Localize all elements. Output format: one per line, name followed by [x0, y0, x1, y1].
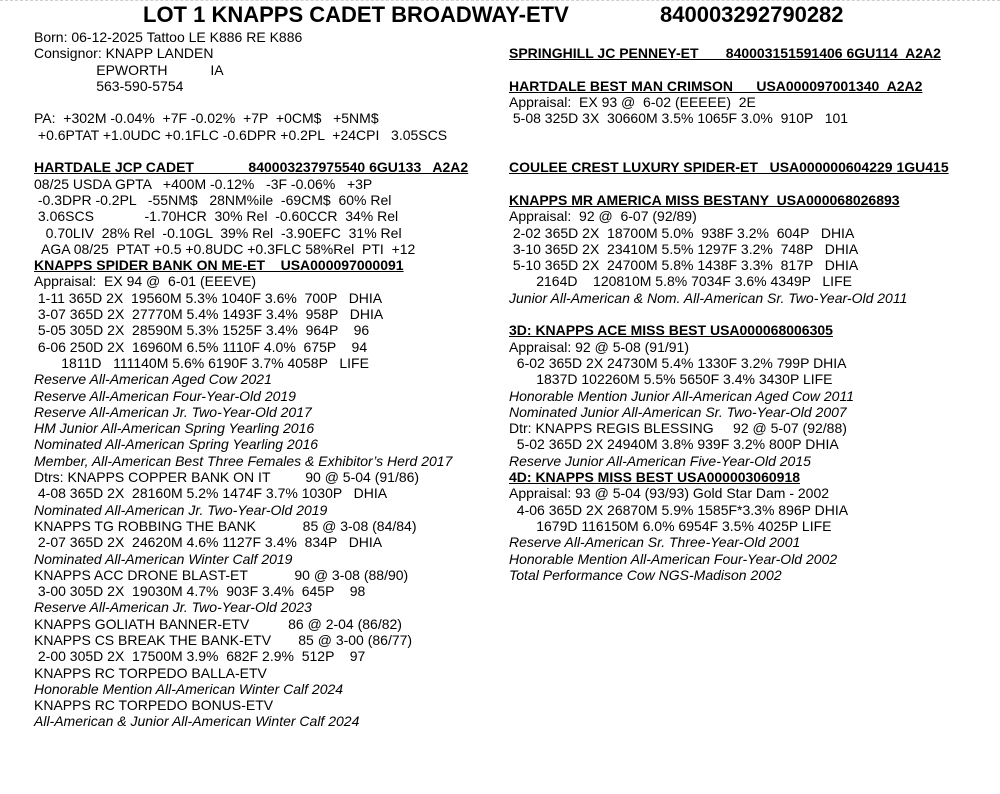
- pedigree-line: KNAPPS TG ROBBING THE BANK 85 @ 3-08 (84/84): [34, 517, 417, 534]
- pedigree-line: 5-02 365D 2X 24940M 3.8% 939F 3.2% 800P DHIA: [509, 436, 839, 453]
- pedigree-line: KNAPPS GOLIATH BANNER-ETV 86 @ 2-04 (86/82): [34, 615, 402, 632]
- award-line: Nominated All-American Winter Calf 2019: [34, 550, 293, 567]
- award-line: Reserve All-American Aged Cow 2021: [34, 371, 272, 388]
- pedigree-line: 1679D 116150M 6.0% 6954F 3.5% 4025P LIFE: [509, 517, 832, 534]
- award-line: Nominated All-American Jr. Two-Year-Old 2019: [34, 501, 328, 518]
- pedigree-line: 5-05 305D 2X 28590M 5.3% 1525F 3.4% 964P 96: [34, 322, 370, 339]
- pedigree-line: Dtrs: KNAPPS COPPER BANK ON IT 90 @ 5-04 (91/86): [34, 469, 420, 486]
- award-line: All-American & Junior All-American Winter Calf 2024: [34, 713, 360, 730]
- animal-name-heading: SPRINGHILL JC PENNEY-ET 840003151591406 6GU114 A2A2: [509, 45, 941, 62]
- pedigree-line: 3-00 305D 2X 19030M 4.7% 903F 3.4% 645P 98: [34, 583, 366, 600]
- spacer: [34, 94, 504, 110]
- award-line: Total Performance Cow NGS-Madison 2002: [509, 566, 782, 583]
- award-line: Junior All-American & Nom. All-American Sr. Two-Year-Old 2011: [509, 289, 908, 306]
- award-line: Honorable Mention All-American Winter Calf 2024: [34, 680, 344, 697]
- award-line: Honorable Mention All-American Four-Year-Old 2002: [509, 550, 838, 567]
- animal-name-heading: 4D: KNAPPS MISS BEST USA000003060918: [509, 469, 801, 486]
- pedigree-line: 08/25 USDA GPTA +400M -0.12% -3F -0.06% +3P: [34, 175, 373, 192]
- pedigree-line: PA: +302M -0.04% +7F -0.02% +7P +0CM$ +5NM$: [34, 110, 379, 127]
- pedigree-line: 1811D 111140M 5.6% 6190F 3.7% 4058P LIFE: [34, 354, 369, 371]
- pedigree-line: 6-02 365D 2X 24730M 5.4% 1330F 3.2% 799P DHIA: [509, 354, 847, 371]
- animal-name-heading: HARTDALE BEST MAN CRIMSON USA000097001340 A2A2: [509, 77, 923, 94]
- award-line: HM Junior All-American Spring Yearling 2016: [34, 420, 315, 437]
- award-line: Reserve All-American Four-Year-Old 2019: [34, 387, 296, 404]
- pedigree-line: 1-11 365D 2X 19560M 5.3% 1040F 3.6% 700P DHIA: [34, 289, 383, 306]
- pedigree-line: 2-00 305D 2X 17500M 3.9% 682F 2.9% 512P 97: [34, 648, 366, 665]
- pedigree-line: 5-08 325D 3X 30660M 3.5% 1065F 3.0% 910P 101: [509, 110, 849, 127]
- award-line: Reserve All-American Sr. Three-Year-Old 2001: [509, 534, 801, 551]
- pedigree-line: 3-10 365D 2X 23410M 5.5% 1297F 3.2% 748P DHIA: [509, 240, 859, 257]
- pedigree-line: KNAPPS RC TORPEDO BONUS-ETV: [34, 697, 274, 714]
- award-line: Member, All-American Best Three Females & Exhibitor’s Herd 2017: [34, 452, 453, 469]
- pedigree-line: KNAPPS RC TORPEDO BALLA-ETV: [34, 664, 267, 681]
- pedigree-line: 563-590-5754: [34, 77, 184, 94]
- award-line: Reserve Junior All-American Five-Year-Old 2015: [509, 452, 811, 469]
- spacer: [509, 29, 984, 45]
- spacer: [509, 176, 984, 192]
- spacer: [509, 127, 984, 143]
- pedigree-line: 2-07 365D 2X 24620M 4.6% 1127F 3.4% 834P DHIA: [34, 534, 383, 551]
- pedigree-line: -0.3DPR -0.2PL -55NM$ 28NM%ile -69CM$ 60% Rel: [34, 191, 392, 208]
- pedigree-line: 4-06 365D 2X 26870M 5.9% 1585F*3.3% 896P DHIA: [509, 501, 849, 518]
- pedigree-line: 2164D 120810M 5.8% 7034F 3.6% 4349P LIFE: [509, 273, 852, 290]
- pedigree-line: Appraisal: 92 @ 5-08 (91/91): [509, 338, 689, 355]
- pedigree-line: +0.6PTAT +1.0UDC +0.1FLC -0.6DPR +0.2PL +24CPI 3.05SCS: [34, 126, 448, 143]
- pedigree-line: EPWORTH IA: [34, 61, 224, 78]
- spacer: [509, 62, 984, 78]
- pedigree-line: 0.70LIV 28% Rel -0.10GL 39% Rel -3.90EFC 31% Rel: [34, 224, 402, 241]
- pedigree-line: 3-07 365D 2X 27770M 5.4% 1493F 3.4% 958P DHIA: [34, 306, 384, 323]
- pedigree-line: Appraisal: EX 94 @ 6-01 (EEEVE): [34, 273, 256, 290]
- pedigree-line: Appraisal: EX 93 @ 6-02 (EEEEE) 2E: [509, 94, 756, 111]
- award-line: Honorable Mention Junior All-American Aged Cow 2011: [509, 387, 854, 404]
- spacer: [34, 143, 504, 159]
- pedigree-line: Consignor: KNAPP LANDEN: [34, 45, 214, 62]
- animal-name-heading: KNAPPS MR AMERICA MISS BESTANY USA000068026893: [509, 191, 900, 208]
- pedigree-line: KNAPPS CS BREAK THE BANK-ETV 85 @ 3-00 (86/77): [34, 631, 413, 648]
- pedigree-line: KNAPPS ACC DRONE BLAST-ET 90 @ 3-08 (88/90): [34, 566, 409, 583]
- award-line: Nominated Junior All-American Sr. Two-Year-Old 2007: [509, 403, 847, 420]
- pedigree-line: 2-02 365D 2X 18700M 5.0% 938F 3.2% 604P DHIA: [509, 224, 855, 241]
- pedigree-line: Appraisal: 92 @ 6-07 (92/89): [509, 208, 697, 225]
- award-line: Reserve All-American Jr. Two-Year-Old 2023: [34, 599, 312, 616]
- right-pedigree-column: [509, 29, 984, 583]
- pedigree-line: 5-10 365D 2X 24700M 5.8% 1438F 3.3% 817P DHIA: [509, 257, 859, 274]
- pedigree-line: Appraisal: 93 @ 5-04 (93/93) Gold Star Dam - 2002: [509, 485, 830, 502]
- spacer: [509, 306, 984, 322]
- pedigree-line: Born: 06-12-2025 Tattoo LE K886 RE K886: [34, 29, 303, 45]
- lot-title: LOT 1 KNAPPS CADET BROADWAY-ETV: [143, 2, 569, 27]
- animal-name-heading: 3D: KNAPPS ACE MISS BEST USA000068006305: [509, 322, 833, 339]
- left-pedigree-column: [34, 29, 504, 730]
- pedigree-line: 4-08 365D 2X 28160M 5.2% 1474F 3.7% 1030P DHIA: [34, 485, 388, 502]
- pedigree-line: AGA 08/25 PTAT +0.5 +0.8UDC +0.3FLC 58%Rel PTI +12: [34, 240, 416, 257]
- award-line: Nominated All-American Spring Yearling 2016: [34, 436, 319, 453]
- spacer: [509, 143, 984, 159]
- lot-registration-number: 840003292790282: [660, 2, 844, 27]
- pedigree-line: 3.06SCS -1.70HCR 30% Rel -0.60CCR 34% Rel: [34, 208, 399, 225]
- pedigree-line: Dtr: KNAPPS REGIS BLESSING 92 @ 5-07 (92/88): [509, 420, 847, 437]
- pedigree-line: 1837D 102260M 5.5% 5650F 3.4% 3430P LIFE: [509, 371, 833, 388]
- animal-name-heading: COULEE CREST LUXURY SPIDER-ET USA000000604229 1GU415: [509, 159, 949, 176]
- award-line: Reserve All-American Jr. Two-Year-Old 2017: [34, 403, 312, 420]
- animal-name-heading: HARTDALE JCP CADET 840003237975540 6GU133 A2A2: [34, 159, 469, 176]
- pedigree-line: 6-06 250D 2X 16960M 6.5% 1110F 4.0% 675P 94: [34, 338, 368, 355]
- animal-name-heading: KNAPPS SPIDER BANK ON ME-ET USA000097000091: [34, 257, 404, 274]
